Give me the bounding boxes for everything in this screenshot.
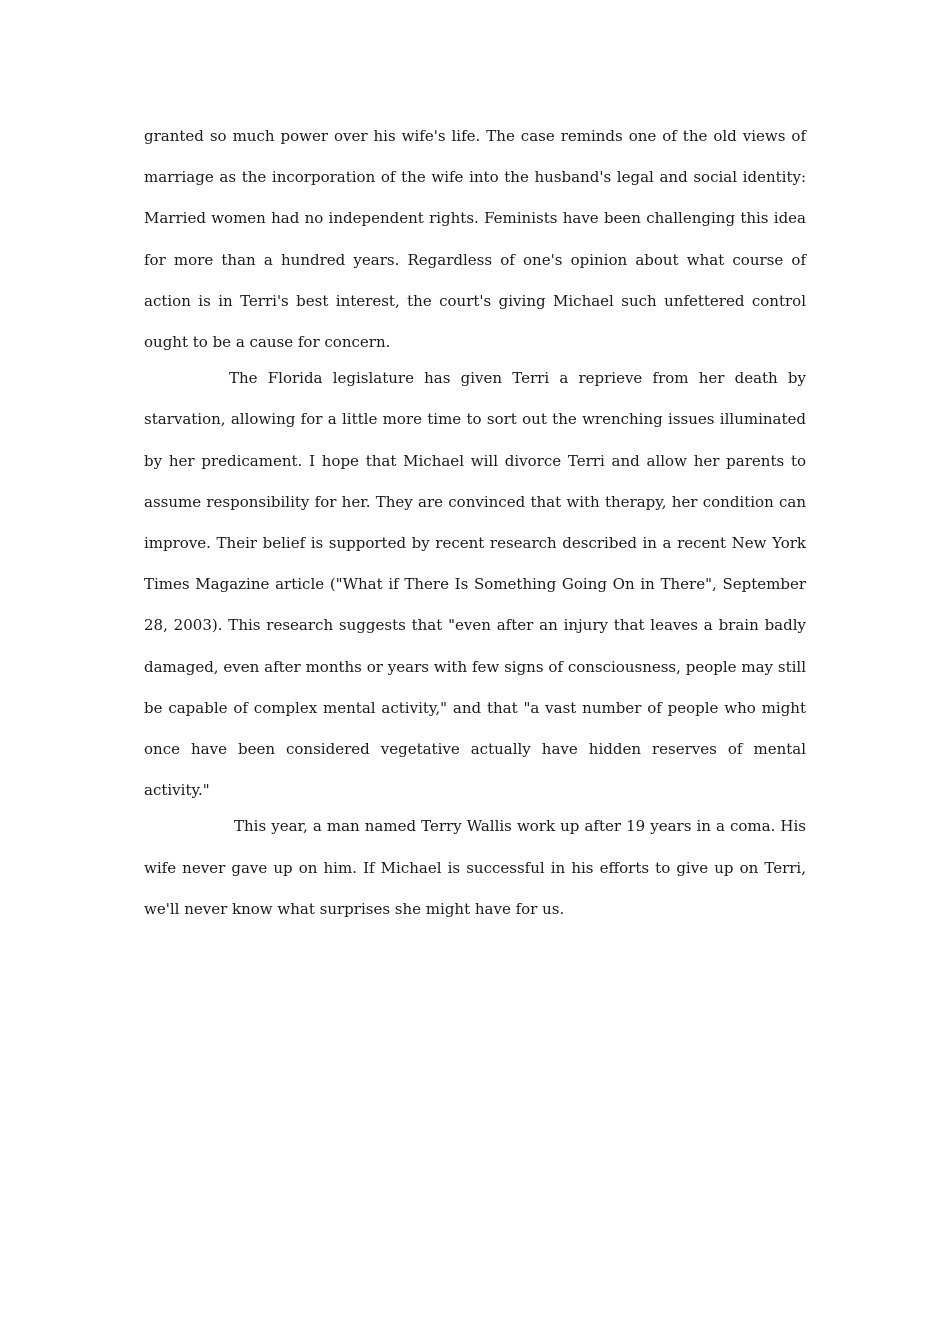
document-body	[144, 116, 806, 925]
paragraph-3: This year, a man named Terry Wallis work up after 19 years in a coma. His wife never gave up on him. If Michael is successful in his efforts to give up on Terri, we'll never know what surprises she might have for us.	[144, 817, 806, 918]
paragraph-2: The Florida legislature has given Terri a reprieve from her death by starvation, allowing for a little more time to sort out the wrenching issues illuminated by her predicament. I hope that Michael will divorce Terri and allow her parents to assume responsibility for her. They are convinced that with therapy, her condition can improve. Their belief is supported by recent research described in a recent New York Times Magazine article ("What if There Is Something Going On in There", September 28, 2003). This research suggests that "even after an injury that leaves a brain badly damaged, even after months or years with few signs of consciousness, people may still be capable of complex mental activity," and that "a vast number of people who might once have been considered vegetative actually have hidden reserves of mental activity."	[144, 369, 806, 800]
paragraph-1: granted so much power over his wife's life. The case reminds one of the old views of marriage as the incorporation of the wife into the husband's legal and social identity: Married women had no independent rights. Feminists have been challenging this idea for more than a hundred years. Regardless of one's opinion about what course of action is in Terri's best interest, the court's giving Michael such unfettered control ought to be a cause for concern.	[144, 127, 806, 352]
